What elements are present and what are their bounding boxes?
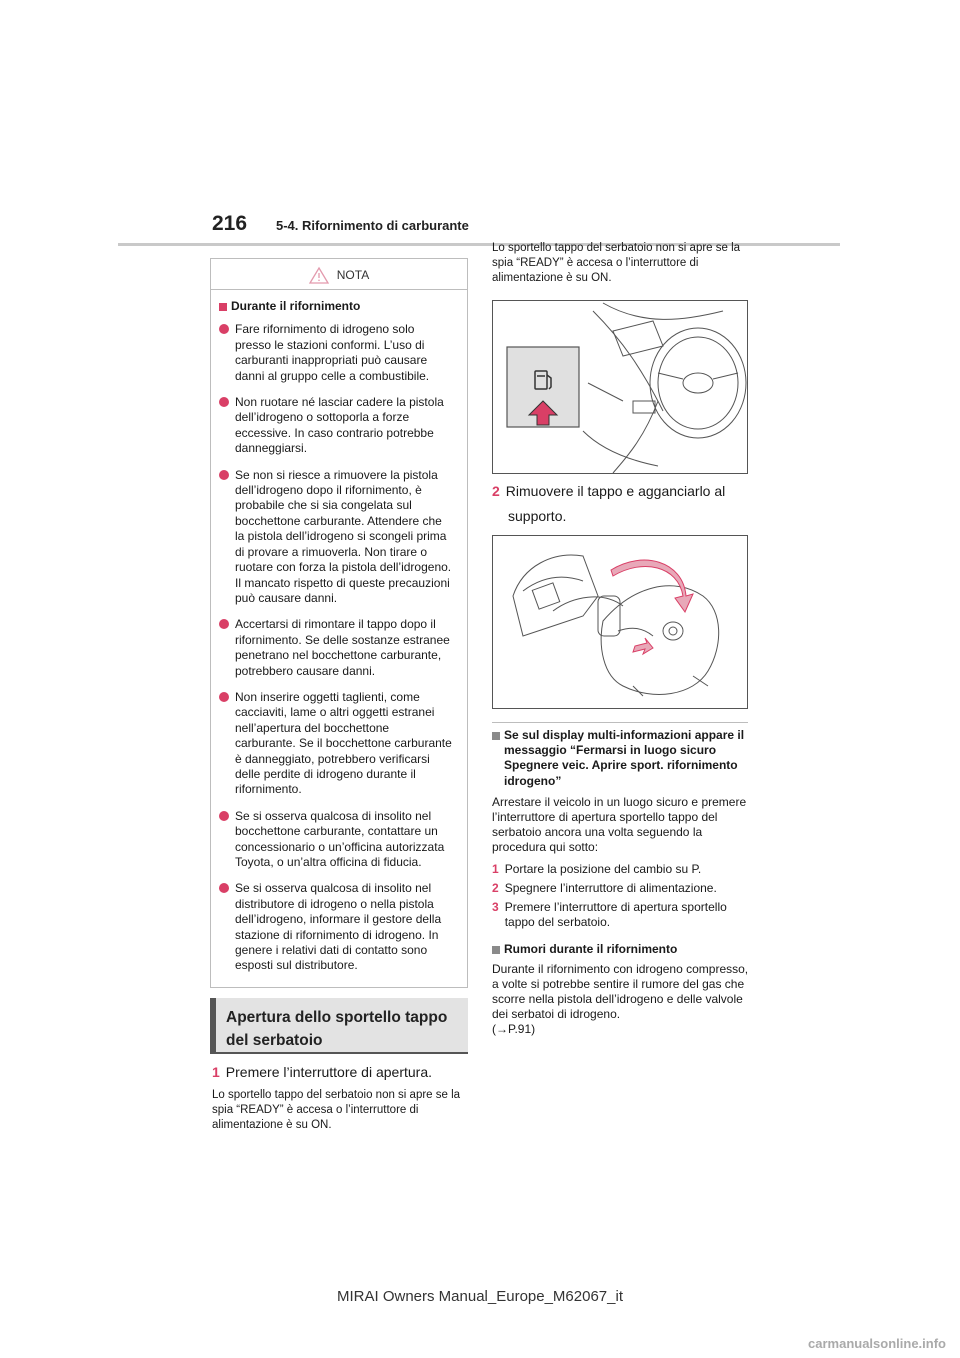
step-1: 1 Premere l’interruttore di apertura. bbox=[212, 1064, 432, 1080]
dashboard-illustration bbox=[493, 301, 747, 473]
fuel-cap-illustration bbox=[493, 536, 747, 708]
bullet-dot-icon bbox=[219, 811, 229, 821]
note-bullet: Accertarsi di rimontare il tappo dopo il rifornimento. Se delle sostanze estranee penetrano nel bocchettone carburante, potrebbero causare danni. bbox=[219, 617, 453, 679]
fuel-cap-figure bbox=[492, 535, 748, 709]
display-message-heading: Se sul display multi-informazioni appare il messaggio “Fermarsi in luogo sicuro Spegnere veic. Aprire sport. rifornimento idrogeno” bbox=[492, 728, 750, 789]
note-bullet: Se si osserva qualcosa di insolito nel distributore di idrogeno o nella pistola dell’idrogeno, informare il gestore della stazione di rifornimento di idrogeno. In genere i relativi dati di contatto sono esposti sul distributore. bbox=[219, 881, 453, 973]
subsection-rule bbox=[492, 722, 748, 723]
dashboard-switch-figure bbox=[492, 300, 748, 474]
bullet-dot-icon bbox=[219, 324, 229, 334]
note-bullet: Fare rifornimento di idrogeno solo presso le stazioni conformi. L’uso di carburanti inappropriati può causare danni al gruppo celle a combustibile. bbox=[219, 322, 453, 384]
procedure-step: 3 Premere l’interruttore di apertura sportello tappo del serbatoio. bbox=[492, 900, 727, 930]
noise-heading: Rumori durante il rifornimento bbox=[492, 942, 750, 957]
note-box bbox=[210, 258, 468, 988]
square-bullet-icon bbox=[492, 732, 500, 740]
bullet-dot-icon bbox=[219, 692, 229, 702]
note-bullet: Se si osserva qualcosa di insolito nel bocchettone carburante, contattare un concessionario o un’officina autorizzata Toyota, o un’altra officina di fiducia. bbox=[219, 809, 453, 871]
display-message-paragraph: Arrestare il veicolo in un luogo sicuro e premere l’interruttore di apertura sportello tappo del serbatoio ancora una volta seguendo la procedura qui sotto: bbox=[492, 794, 747, 855]
square-bullet-icon bbox=[492, 946, 500, 954]
note-bullet: Se non si riesce a rimuovere la pistola dell’idrogeno dopo il rifornimento, è probabile che si sia congelata sul bocchettone carburante. Attendere che la pistola dell’idrogeno si scongeli prima di provare a rimuoverla. Non tirare o ruotare con forza la pistola dell’idrogeno. Il mancato rispetto di queste precauzioni può causare danni. bbox=[219, 468, 453, 607]
procedure-step: 1 Portare la posizione del cambio su P. bbox=[492, 861, 702, 876]
note-heading: Durante il rifornimento bbox=[219, 299, 453, 314]
step-2: 2 Rimuovere il tappo e agganciarlo al supporto. bbox=[492, 483, 726, 524]
note-label: NOTA bbox=[336, 268, 370, 282]
watermark: carmanualsonline.info bbox=[808, 1336, 946, 1351]
bullet-dot-icon bbox=[219, 470, 229, 480]
bullet-dot-icon bbox=[219, 619, 229, 629]
section-title: 5-4. Rifornimento di carburante bbox=[276, 218, 469, 233]
note-bullet: Non ruotare né lasciar cadere la pistola dell’idrogeno o sottoporla a forze eccessive. In caso contrario potrebbe danneggiarsi. bbox=[219, 395, 453, 457]
bullet-dot-icon bbox=[219, 397, 229, 407]
page-reference: (→P.91) bbox=[492, 1022, 536, 1037]
warning-triangle-icon bbox=[309, 267, 329, 284]
bullet-dot-icon bbox=[219, 883, 229, 893]
note-bullet: Non inserire oggetti taglienti, come cacciaviti, lame o altri oggetti estranei nell’apertura del bocchettone carburante. Se il bocchettone carburante è danneggiato, potrebbero verificarsi delle perdite di idrogeno durante il rifornimento. bbox=[219, 690, 453, 798]
step-1-paragraph-continued: Lo sportello tappo del serbatoio non si apre se la spia “READY” è accesa o l’interruttore di alimentazione è su ON. bbox=[492, 242, 741, 284]
page-number: 216 bbox=[212, 212, 248, 235]
square-bullet-icon bbox=[219, 303, 227, 311]
page-header bbox=[0, 0, 960, 250]
noise-paragraph: Durante il rifornimento con idrogeno compresso, a volte si potrebbe sentire il rumore del gas che scorre nella pistola dell’idrogeno e delle valvole dei serbatoi di idrogeno. bbox=[492, 961, 749, 1022]
footer: MIRAI Owners Manual_Europe_M62067_it bbox=[337, 1288, 623, 1305]
display-message-section bbox=[492, 728, 750, 1038]
section-heading-box: Apertura dello sportello tappo del serbatoio bbox=[210, 998, 468, 1054]
note-header bbox=[211, 259, 467, 290]
procedure-step: 2 Spegnere l’interruttore di alimentazione. bbox=[492, 880, 717, 895]
step-1-paragraph-start: Lo sportello tappo del serbatoio non si apre se la spia “READY” è accesa o l’interruttore di alimentazione è su ON. bbox=[212, 1089, 461, 1131]
